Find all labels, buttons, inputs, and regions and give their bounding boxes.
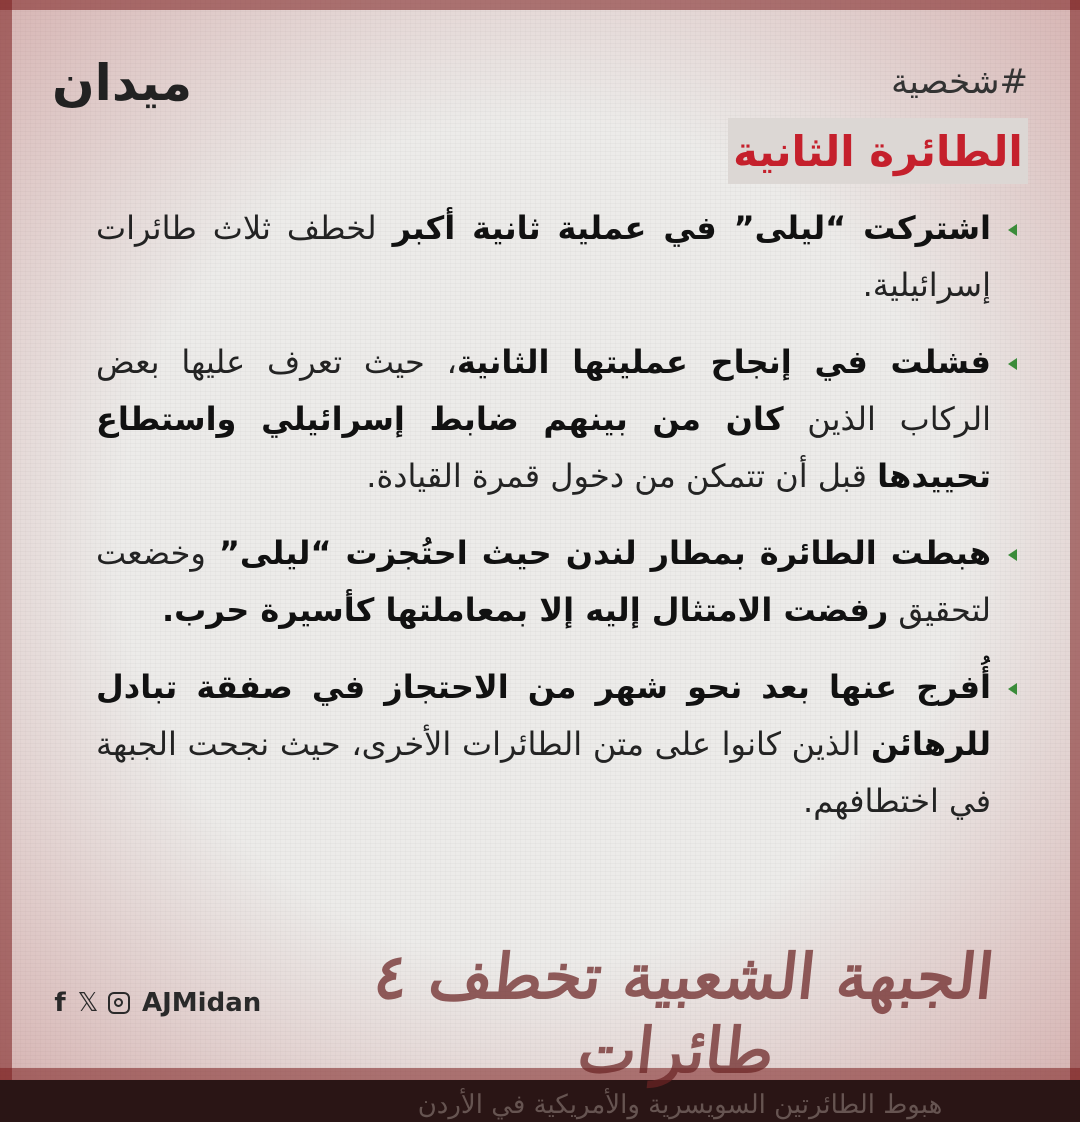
bold-text: اشتركت “ليلى” في عملية ثانية أكبر (392, 209, 991, 247)
list-item (96, 200, 1031, 314)
body-text: لخطف ثلاث طائرات إسرائيلية. (96, 209, 991, 304)
instagram-icon[interactable] (108, 992, 130, 1014)
triangle-bullet-icon (1008, 549, 1017, 561)
midan-logo: ميدان (52, 54, 193, 112)
clipping-subline: هبوط الطائرتين السويسرية والأمريكية في الأردن (417, 1090, 943, 1120)
body-text: الذين كانوا على متن الطائرات الأخرى، حيث نجحت الجبهة في اختطافهم. (96, 725, 991, 820)
bold-text: هبطت الطائرة بمطار لندن حيث احتُجزت “ليلى” (218, 534, 992, 572)
page-title: الطائرة الثانية (733, 126, 1023, 176)
hashtag-label: #شخصية (891, 62, 1028, 102)
triangle-bullet-icon (1008, 224, 1017, 236)
list-item (96, 659, 1031, 830)
body-text: وخضعت لتحقيق (96, 534, 991, 629)
list-item (96, 525, 1031, 639)
newspaper-clipping (370, 940, 998, 1120)
list-item (96, 334, 1031, 505)
distressed-border-top (0, 0, 1080, 10)
body-text: ، حيث تعرف عليها بعض الركاب الذين (96, 343, 992, 438)
triangle-bullet-icon (1008, 683, 1017, 695)
clipping-headline: الجبهة الشعبية تخطف ٤ طائرات (370, 940, 998, 1087)
bold-text: رفضت الامتثال إليه إلا بمعاملتها كأسيرة حرب. (161, 591, 889, 629)
social-handle[interactable]: AJMidan (142, 988, 262, 1018)
bold-text: كان من بينهم ضابط إسرائيلي واستطاع تحييدها (96, 400, 991, 495)
bold-text: أُفرج عنها بعد نحو شهر من الاحتجاز في صفقة تبادل للرهائن (96, 668, 991, 763)
bold-text: فشلت في إنجاح عمليتها الثانية (456, 343, 991, 381)
bullet-list (96, 200, 1031, 850)
distressed-border-left (0, 0, 12, 1080)
body-text: قبل أن تتمكن من دخول قمرة القيادة. (366, 457, 878, 495)
x-icon[interactable]: 𝕏 (77, 988, 99, 1018)
social-footer (52, 988, 261, 1018)
title-banner (728, 118, 1028, 184)
facebook-icon[interactable]: f (54, 988, 66, 1018)
triangle-bullet-icon (1008, 358, 1017, 370)
distressed-border-right (1070, 0, 1080, 1080)
